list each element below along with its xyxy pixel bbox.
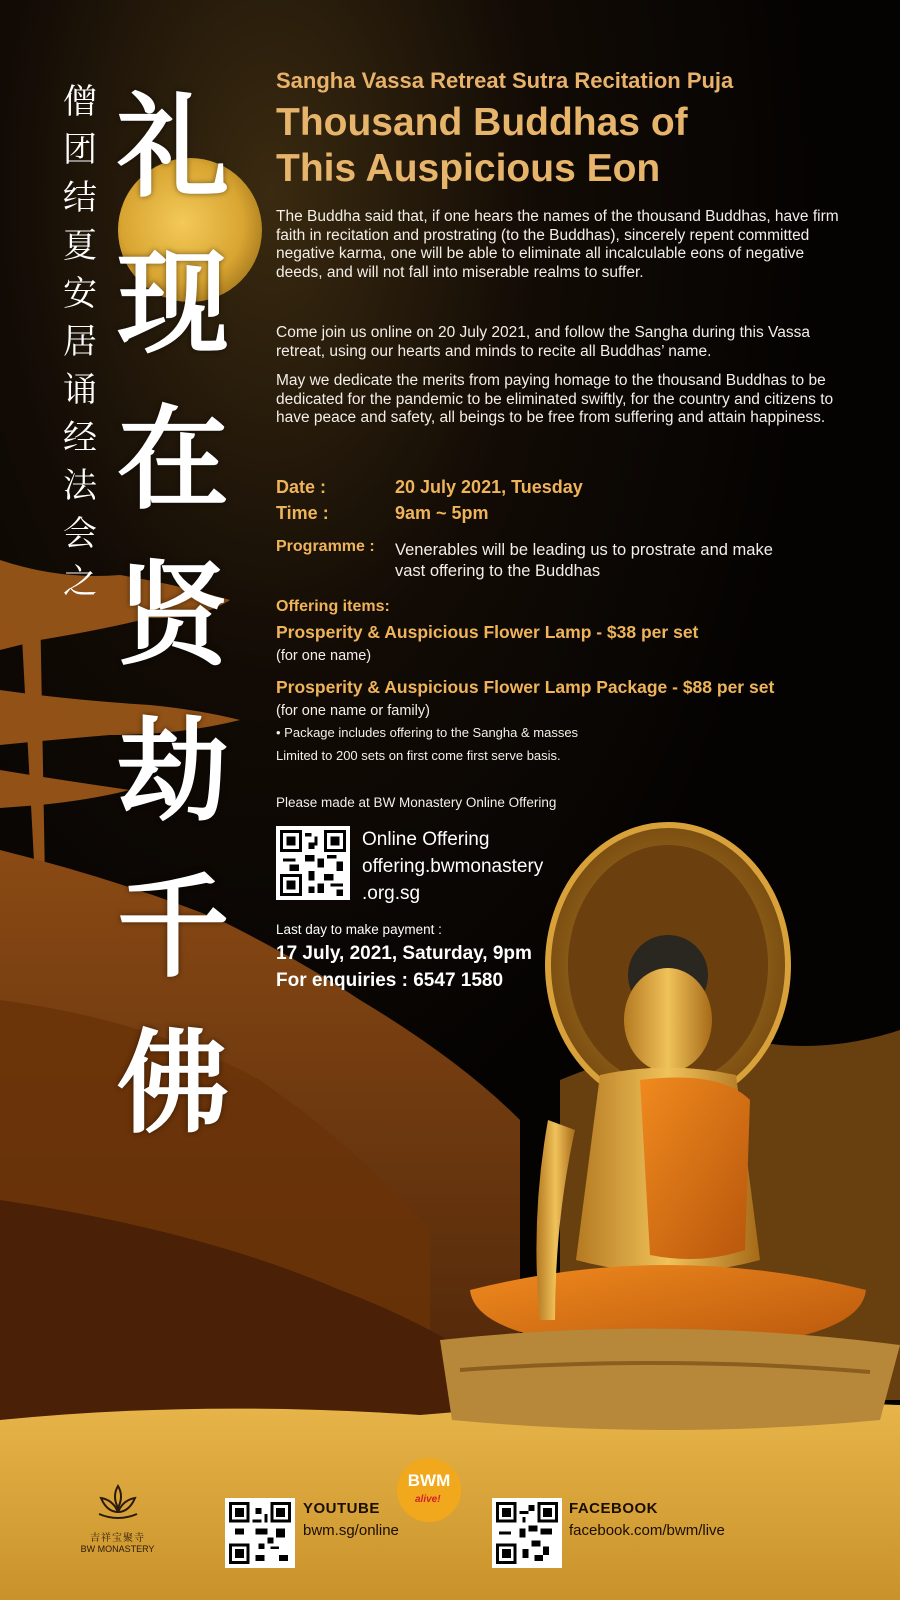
youtube-url[interactable]: bwm.sg/online <box>303 1522 399 1539</box>
facebook-heading: FACEBOOK <box>569 1500 659 1517</box>
online-offering-label: Online Offering <box>362 829 490 850</box>
badge-live-text: alive! <box>415 1494 441 1505</box>
payment-deadline-date: 17 July, 2021, Saturday, 9pm <box>276 943 532 964</box>
event-title <box>276 100 846 192</box>
offering-heading: Offering items: <box>276 598 390 615</box>
programme-value: Venerables will be leading us to prostrate and make vast offering to the Buddhas <box>395 541 773 580</box>
offering-item-1-note: (for one name) <box>276 648 372 664</box>
offering-item-2-includes: • Package includes offering to the Sangha & masses <box>276 725 579 740</box>
facebook-url[interactable]: facebook.com/bwm/live <box>569 1522 725 1539</box>
description-paragraph-1: The Buddha said that, if one hears the names of the thousand Buddhas, have firm faith in recitation and prostrating (to the Buddhas), sincerely repent committed negative karma, one will be able to eliminate all incalculable eons of negative deeds, and will not fall into miserable realms to suffer. <box>276 208 839 281</box>
date-value: 20 July 2021, Tuesday <box>395 477 583 497</box>
title-line-1: Thousand Buddhas of <box>276 101 688 144</box>
programme-label: Programme : <box>276 538 375 555</box>
online-offering-info <box>362 826 543 907</box>
logo-text-cn: 吉祥宝聚寺 <box>90 1533 145 1544</box>
facebook-qr-code[interactable] <box>492 1498 562 1568</box>
vertical-title-cn: 礼现在贤劫千佛 <box>117 82 229 1149</box>
offering-limit: Limited to 200 sets on first come first serve basis. <box>276 748 561 763</box>
time-value: 9am ~ 5pm <box>395 503 489 523</box>
youtube-qr-code[interactable] <box>225 1498 295 1568</box>
online-offering-note: Please made at BW Monastery Online Offering <box>276 795 557 810</box>
badge-text: BWM <box>407 1471 451 1490</box>
bw-monastery-logo <box>70 1482 165 1554</box>
event-subtitle: Sangha Vassa Retreat Sutra Recitation Puja <box>276 68 734 93</box>
youtube-heading: YOUTUBE <box>303 1500 380 1517</box>
online-offering-url-2[interactable]: .org.sg <box>362 883 421 904</box>
enquiries-phone: For enquiries : 6547 1580 <box>276 970 504 991</box>
online-offering-url-1[interactable]: offering.bwmonastery <box>362 856 544 877</box>
description-paragraph-2: Come join us online on 20 July 2021, and follow the Sangha during this Vassa retreat, using our hearts and minds to recite all Buddhas’ name. <box>276 324 810 360</box>
online-offering-qr-code[interactable] <box>276 826 350 900</box>
payment-deadline-label: Last day to make payment : <box>276 922 442 937</box>
logo-text-en: BW MONASTERY <box>80 1544 155 1554</box>
vertical-subtitle-cn: 僧团结夏安居诵经法会之 <box>63 82 97 602</box>
offering-item-2-note: (for one name or family) <box>276 703 430 719</box>
offering-item-1: Prosperity & Auspicious Flower Lamp - $38 per set <box>276 622 699 642</box>
title-line-2: This Auspicious Eon <box>276 147 661 190</box>
time-label: Time : <box>276 503 329 523</box>
lotus-icon <box>93 1482 143 1522</box>
description-paragraph-3: May we dedicate the merits from paying homage to the thousand Buddhas to be dedicated for the pandemic to be eliminated swiftly, for the country and citizens to have peace and safety, all beings to be free from suffering and attain happiness. <box>276 372 834 426</box>
offering-item-2: Prosperity & Auspicious Flower Lamp Package - $88 per set <box>276 677 775 697</box>
bwm-live-badge <box>397 1458 461 1522</box>
date-label: Date : <box>276 477 327 497</box>
